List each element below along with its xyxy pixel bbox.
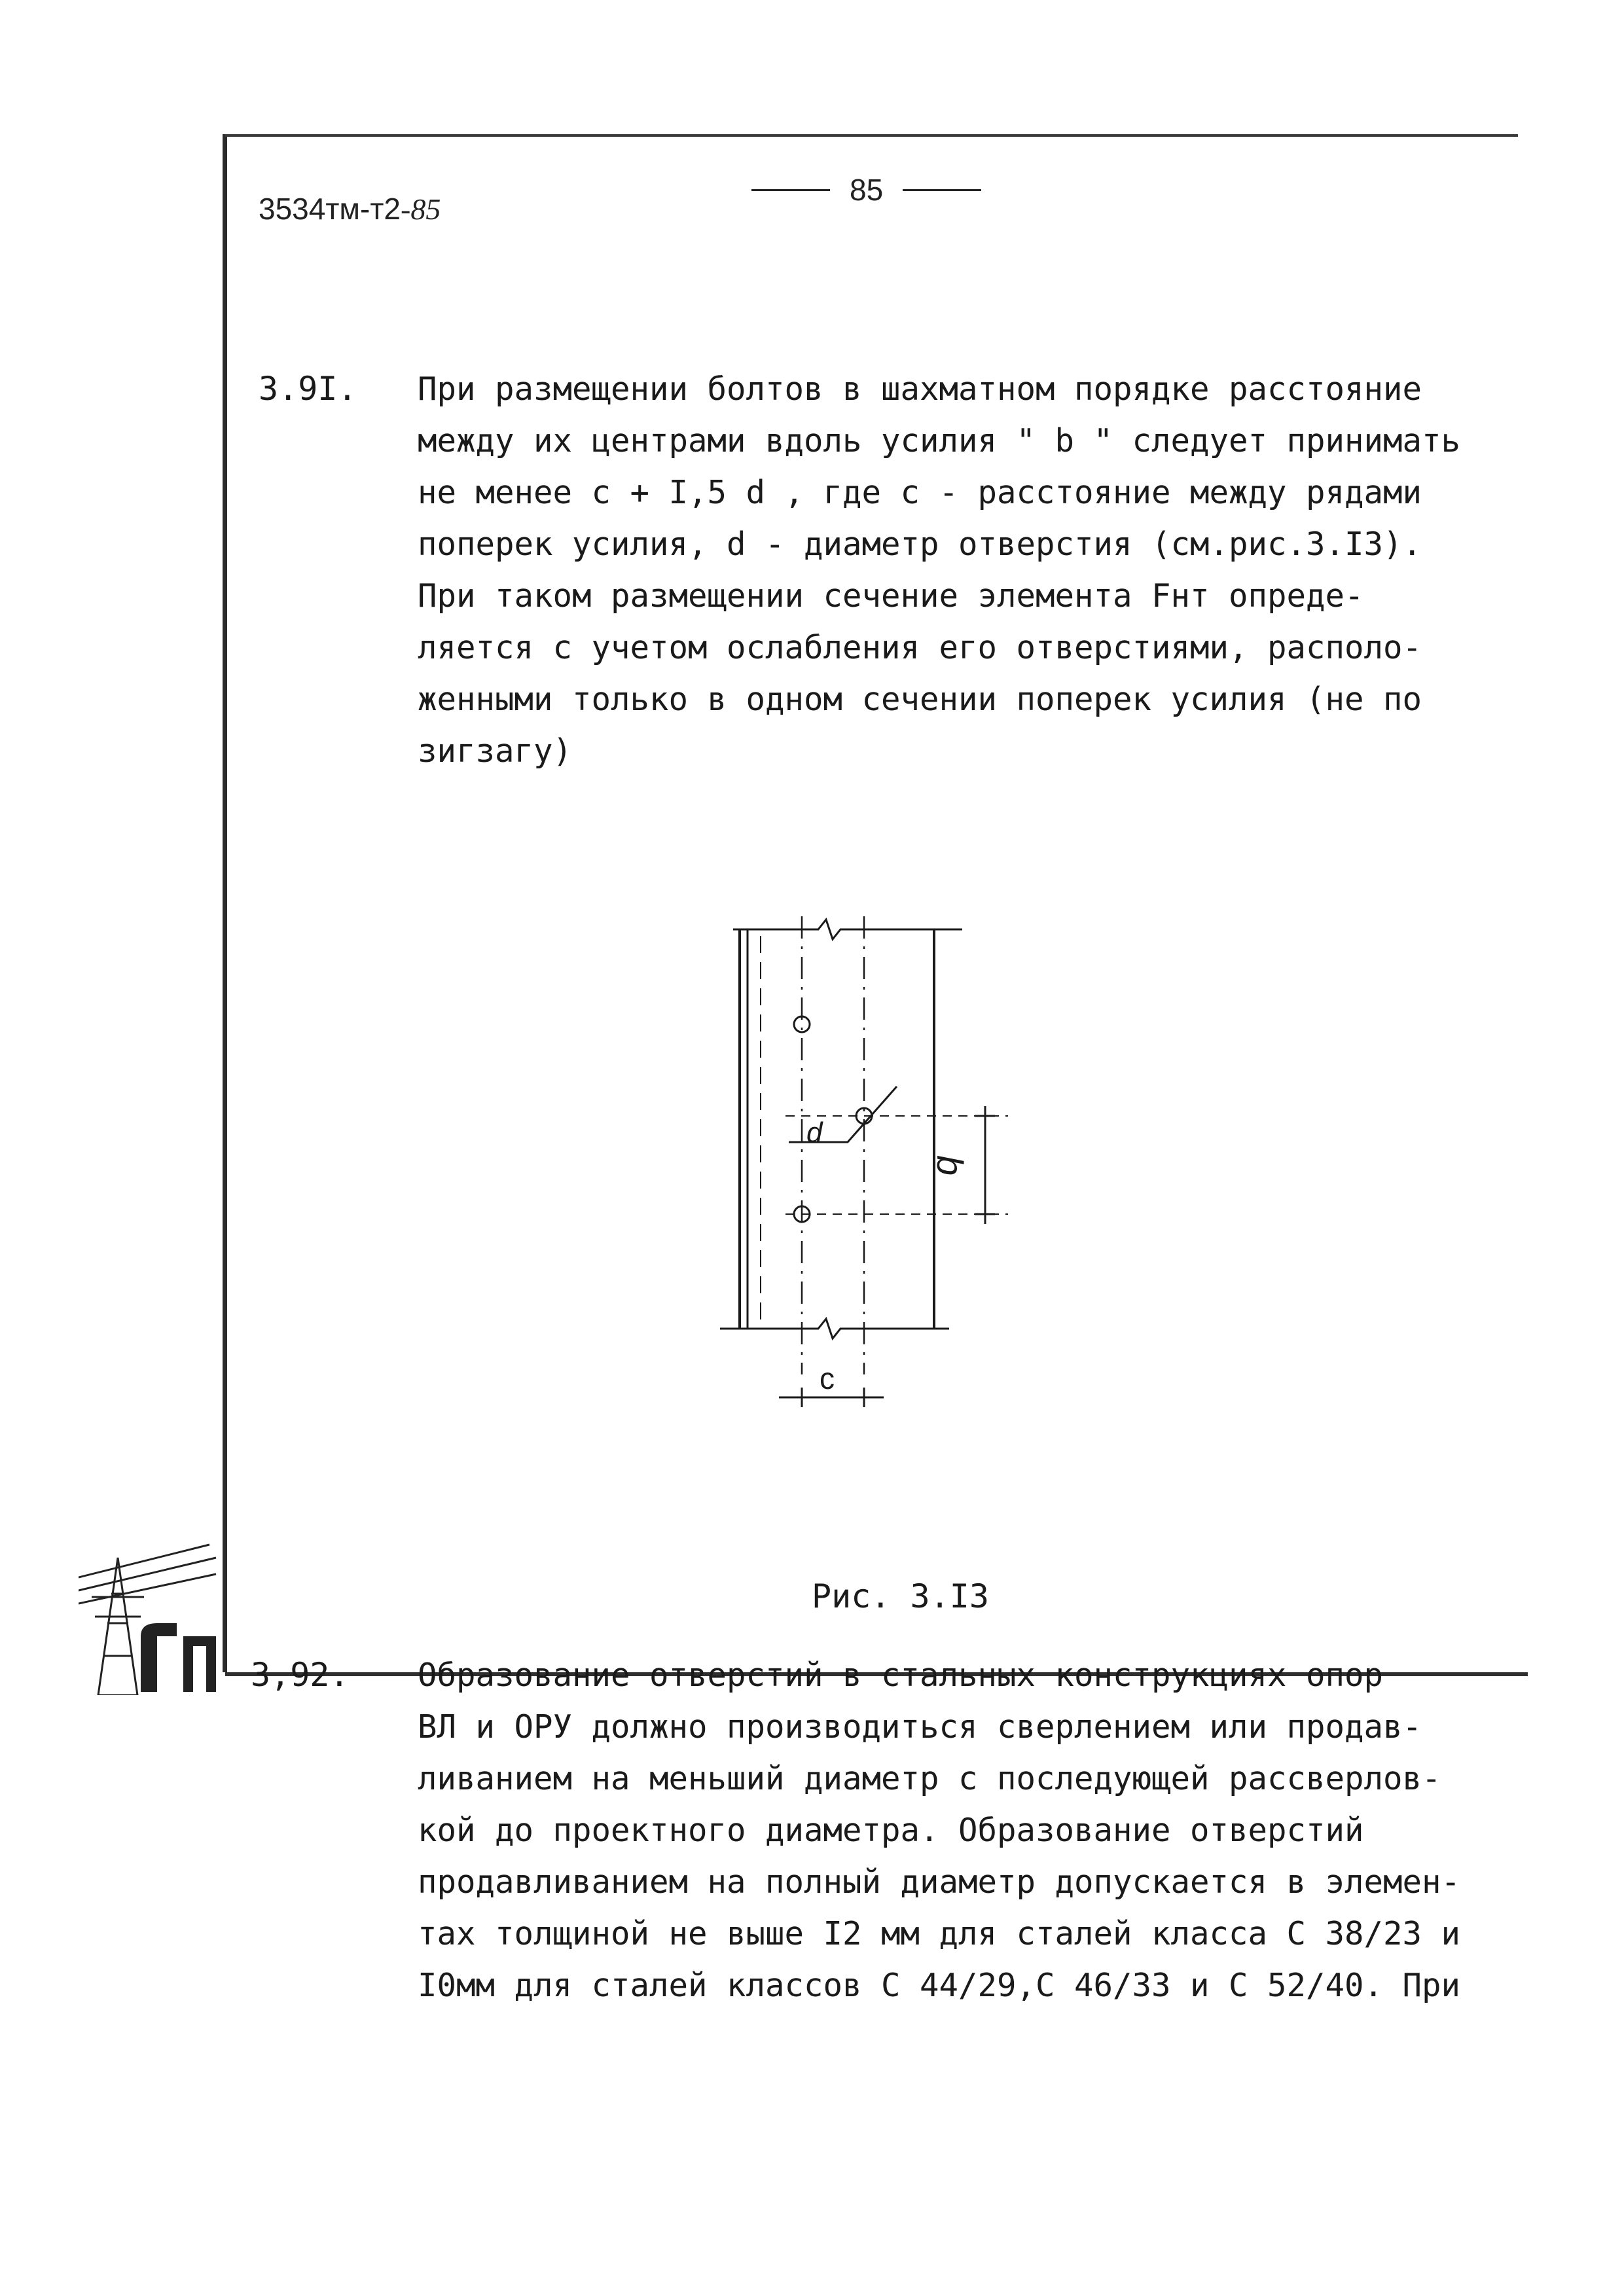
text-line: поперек усилия, d - диаметр отверстия (см.рис.3.I3). — [418, 526, 1422, 563]
page-number-text: 85 — [850, 173, 884, 207]
text-line: зигзагу) — [418, 732, 573, 770]
text-line: ляется с учетом ослабления его отверстиями, располо- — [418, 629, 1422, 666]
figure-caption: Рис. 3.I3 — [812, 1577, 989, 1615]
text-line: не менее с + I,5 d , где с - расстояние между рядами — [418, 474, 1422, 511]
section-body — [418, 363, 1596, 777]
break-line-bottom — [720, 1319, 949, 1338]
text-line: При размещении болтов в шахматном порядке расстояние — [418, 370, 1422, 408]
text-line: При таком размещении сечение элемента Fнт опреде- — [418, 577, 1364, 615]
section-body — [418, 1649, 1596, 2011]
text-line: I0мм для сталей классов С 44/29,С 46/33 и С 52/40. При — [418, 1967, 1461, 2004]
bolt-arrangement-figure — [707, 916, 1060, 1427]
page-number — [732, 172, 1001, 207]
text-line: ливанием на меньший диаметр с последующей рассверлов- — [418, 1760, 1441, 1797]
text-line: между их центрами вдоль усилия " b " следует принимать — [418, 422, 1461, 459]
pylon-logo-stamp — [79, 1538, 219, 1695]
text-line: Образование отверстий в стальных конструкциях опор — [418, 1657, 1384, 1694]
diameter-leader — [789, 1086, 897, 1142]
section-number: 3,92. — [251, 1656, 350, 1694]
frame-top-border — [225, 134, 1518, 137]
handwritten-page-mark: -85 — [401, 192, 441, 226]
break-line-top — [733, 920, 962, 939]
text-line: кой до проектного диаметра. Образование отверстий — [418, 1812, 1364, 1849]
document-code-text: 3534тм-т2 — [259, 192, 401, 226]
section-number: 3.9I. — [259, 370, 357, 408]
text-line: тах толщиной не выше I2 мм для сталей класса С 38/23 и — [418, 1915, 1461, 1952]
text-line: женными только в одном сечении поперек усилия (не по — [418, 681, 1422, 718]
frame-left-border — [223, 134, 227, 1672]
label-c: с — [820, 1361, 835, 1395]
page-number-dash-right — [903, 189, 981, 191]
text-line: продавливанием на полный диаметр допускается в элемен- — [418, 1863, 1461, 1901]
label-d: d — [806, 1117, 823, 1149]
text-line: ВЛ и ОРУ должно производиться сверлением или продав- — [418, 1708, 1422, 1746]
page-number-dash-left — [751, 189, 830, 191]
label-b: b — [929, 1155, 971, 1176]
document-code — [259, 191, 441, 226]
